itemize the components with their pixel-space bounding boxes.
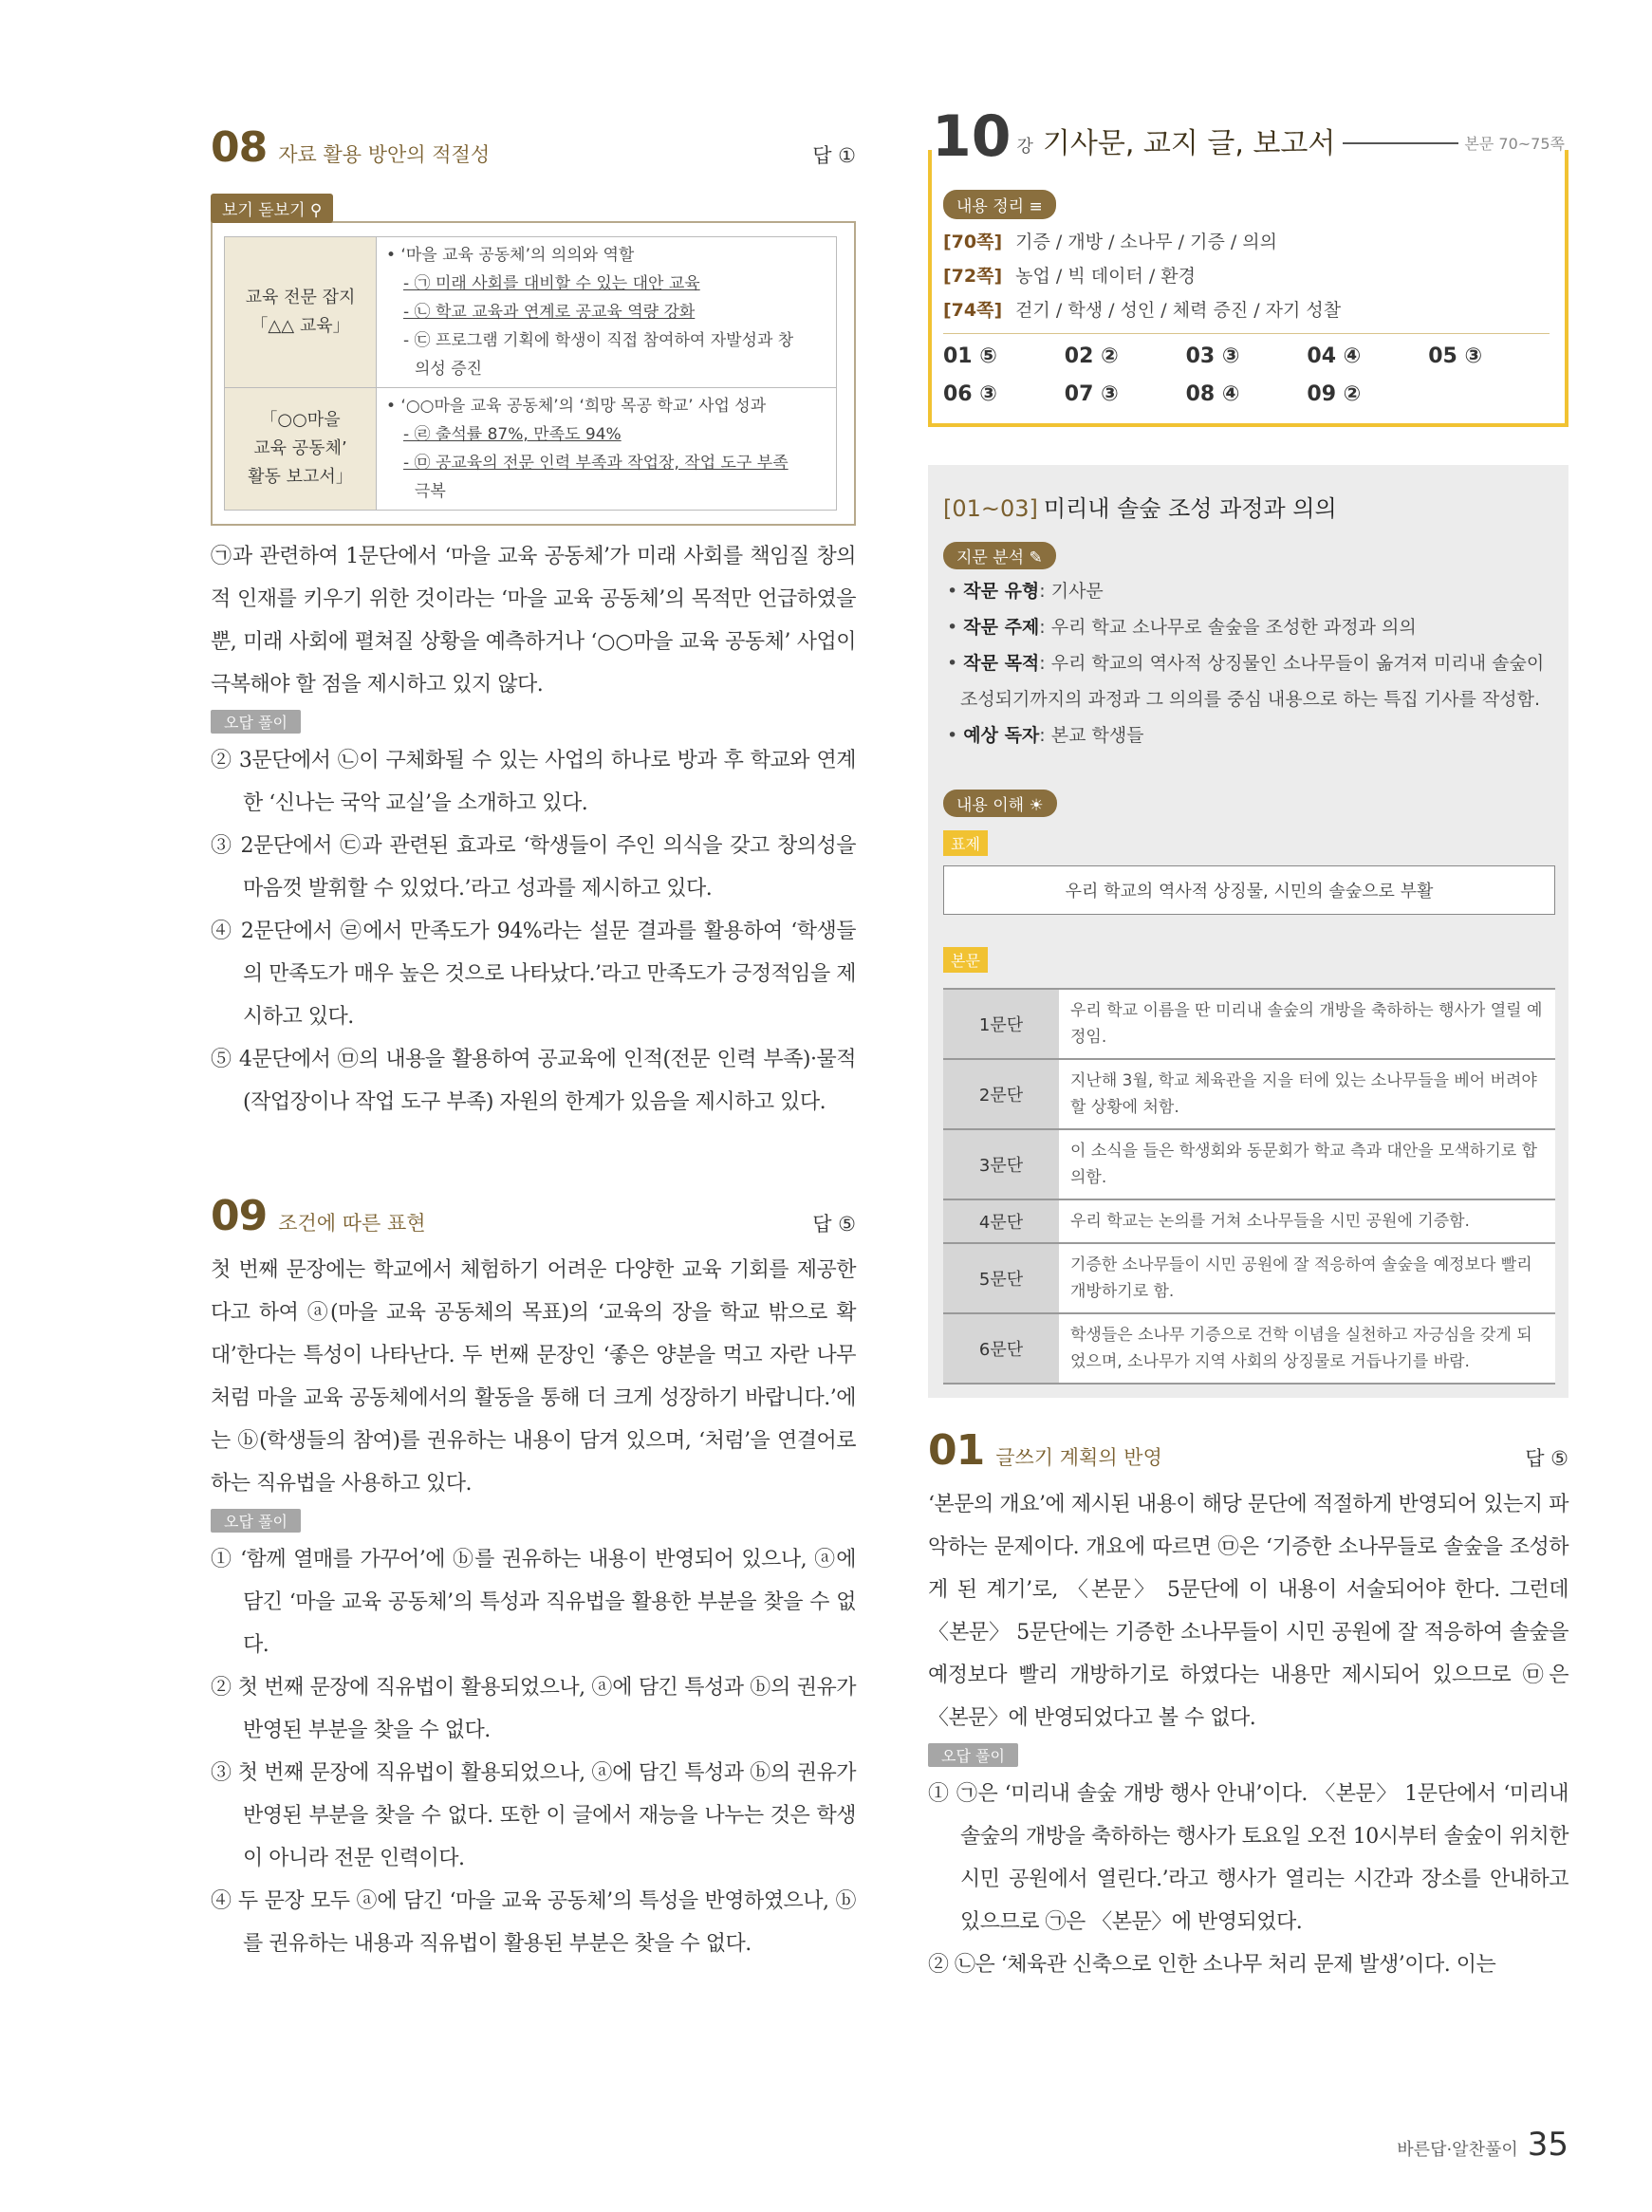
q08-answer: 답 ① [812,144,856,167]
label-line: 교육 공동체’ [253,438,347,458]
bogi-row-2-content [377,388,837,511]
q08-odap-tag: 오답 풀이 [211,710,301,734]
q08-explanation: ㉠과 관련하여 1문단에서 ‘마을 교육 공동체’가 미래 사회를 책임질 창의적 인재를 키우기 위한 것이라는 ‘마을 교육 공동체’의 목적만 언급하였을 뿐, 미래 사회에 펼쳐질 상황을 예측하거나 ‘○○마을 교육 공동체’ 사업이 극복해야 할 점을 제시하고 있지 않다. [211,545,856,697]
paragraph-label: 4문단 [943,1199,1059,1243]
lesson-number-text: 10 [932,103,1012,170]
analysis-bullets [943,573,1555,753]
q08-header [211,123,856,180]
notes-icon: ≡ [1029,197,1043,216]
summary-tag-label: 내용 정리 [956,197,1025,216]
bogi-section [211,194,856,526]
summary-text: 기증 / 개방 / 소나무 / 기증 / 의의 [1015,232,1277,252]
answer-cell: 07 ③ [1064,382,1119,406]
q09-explanation: 첫 번째 문장에는 학교에서 체험하기 어려운 다양한 교육 기회를 제공한다고 하여 ⓐ(마을 교육 공동체의 목표)의 ‘교육의 장을 학교 밖으로 확대’한다는 특성이 나타난다. 두 번째 문장인 ‘좋은 양분을 먹고 자란 나무처럼 마을 교육 공동체에서의 활동을 통해 더 크게 성장하기 바랍니다.’에는 ⓑ(학생들의 참여)를 권유하는 내용이 담겨 있으며, ‘처럼’을 연결어로 하는 직유법을 사용하고 있다. [211,1258,856,1496]
bullet-value: : 우리 학교 소나무로 솔숲을 조성한 과정과 의의 [1039,617,1417,638]
q01-explanation: ‘본문의 개요’에 제시된 내용이 해당 문단에 적절하게 반영되어 있는지 파악하는 문제이다. 개요에 따르면 ㉤은 ‘기증한 소나무들로 솔숲을 조성하게 된 계기’로, 〈본문〉 5문단에 이 내용이 서술되어야 한다. 그런데 〈본문〉 5문단에는 기증한 소나무들이 시민 공원에 잘 적응하여 솔숲을 예정보다 빨리 개방하기로 하였다는 내용만 제시되어 있으므로 ㉤은 〈본문〉에 반영되었다고 볼 수 없다. [928,1493,1568,1730]
label-line: 「○○마을 [260,410,341,430]
q09-number: 09 [211,1192,268,1240]
analysis-bullet: • 작문 유형: 기사문 [947,581,1104,602]
answer-cell: 06 ③ [943,382,997,406]
summary-line [943,259,1550,293]
answer-cell: 08 ④ [1185,382,1240,406]
understanding-tag-label: 내용 이해 [956,796,1025,815]
q09-item: ④ 두 문장 모두 ⓐ에 담긴 ‘마을 교육 공동체’의 특성을 반영하였으나, ⓑ를 권유하는 내용과 직유법이 활용된 부분은 찾을 수 없다. [211,1889,856,1956]
bullet-key: 예상 독자 [963,725,1040,746]
q01-title: 글쓰기 계획의 반영 [995,1446,1162,1469]
content-line: • ‘○○마을 교육 공동체’의 ‘희망 목공 학교’ 사업 성과 [386,397,767,416]
summary-text: 농업 / 빅 데이터 / 환경 [1015,266,1197,287]
content-line: - ㉡ 학교 교육과 연계로 공교육 역량 강화 [403,303,696,322]
paragraph-label: 2문단 [943,1059,1059,1129]
bullet-key: 작문 유형 [963,581,1040,602]
bogi-box [211,221,856,526]
q08-item: ④ 2문단에서 ㉣에서 만족도가 94%라는 설문 결과를 활용하여 ‘학생들의 만족도가 매우 높은 것으로 나타났다.’라고 만족도가 긍정적임을 제시하고 있다. [211,920,856,1029]
answer-cell: 05 ③ [1428,344,1483,368]
bullet-value: : 우리 학교의 역사적 상징물인 소나무들이 옮겨져 미리내 솔숲이 조성되기까지의 과정과 그 의의를 중심 내용으로 하는 특집 기사를 작성함. [960,653,1545,710]
q08-item: ③ 2문단에서 ㉢과 관련된 효과로 ‘학생들이 주인 의식을 갖고 창의성을 마음껏 발휘할 수 있었다.’라고 성과를 제시하고 있다. [211,834,856,901]
label-line: 「△△ 교육」 [251,316,350,336]
analysis-title-text: 미리내 솔숲 조성 과정과 의의 [1043,495,1337,522]
q08-title: 자료 활용 방안의 적절성 [278,143,491,166]
paragraph-summary: 우리 학교 이름을 딴 미리내 솔숲의 개방을 축하하는 행사가 열릴 예정임. [1059,989,1555,1059]
table-row [943,1199,1555,1243]
summary-tag [943,190,1056,219]
label-line: 활동 보고서」 [248,467,353,487]
bogi-tag-label: 보기 돋보기 [222,201,306,220]
summary-line [943,225,1550,259]
q08-item: ⑤ 4문단에서 ㉤의 내용을 활용하여 공교육에 인적(전문 인력 부족)·물적(작업장이나 작업 도구 부족) 자원의 한계가 있음을 제시하고 있다. [211,1048,856,1114]
bullet-value: : 기사문 [1039,581,1104,602]
q09-answer: 답 ⑤ [812,1213,856,1236]
analysis-bullet: • 예상 독자: 본교 학생들 [947,725,1144,746]
answer-cell: 09 ② [1307,382,1362,406]
understanding-tag [943,790,1057,817]
table-row [943,1243,1555,1313]
table-row [943,1313,1555,1384]
q09-item: ① ‘함께 열매를 가꾸어’에 ⓑ를 권유하는 내용이 반영되어 있으나, ⓐ에 담긴 ‘마을 교육 공동체’의 특성과 직유법을 활용한 부분을 찾을 수 없다. [211,1548,856,1657]
page-number: 35 [1527,2126,1568,2164]
paragraph-summary: 지난해 3월, 학교 체육관을 지을 터에 있는 소나무들을 베어 버려야 할 상황에 처함. [1059,1059,1555,1129]
theme-tag: 표제 [943,830,988,856]
summary-page: [70쪽] [943,232,1003,252]
analysis-tag-label: 지문 분석 [956,548,1025,567]
paragraph-table [943,988,1555,1385]
label-line: 교육 전문 잡지 [245,288,356,307]
table-row [943,1059,1555,1129]
bogi-row-2 [225,388,837,511]
right-column [928,103,1568,1986]
lesson-pages: 본문 70~75쪽 [1458,132,1565,154]
lesson-rule [1343,142,1458,144]
lesson-title: 기사문, 교지 글, 보고서 [1043,120,1344,161]
answer-cell: 02 ② [1064,344,1119,368]
answer-cell: 03 ③ [1185,344,1240,368]
paragraph-summary: 이 소식을 들은 학생회와 동문회가 학교 측과 대안을 모색하기로 합의함. [1059,1129,1555,1199]
bogi-row-2-label [225,388,377,511]
table-row [943,989,1555,1059]
content-line: - ㉢ 프로그램 기획에 학생이 직접 참여하여 자발성과 창 [403,331,794,350]
bogi-table [224,236,837,511]
analysis-box [928,465,1568,1398]
bogi-tag [211,194,333,223]
analysis-bullet: • 작문 주제: 우리 학교 소나무로 솔숲을 조성한 과정과 의의 [947,617,1417,638]
magnifier-icon: ⚲ [309,201,323,220]
q09-item: ③ 첫 번째 문장에 직유법이 활용되었으나, ⓐ에 담긴 특성과 ⓑ의 권유가 반영된 부분을 찾을 수 없다. 또한 이 글에서 재능을 나누는 것은 학생이 아니라 전문 인력이다. [211,1761,856,1870]
bullet-key: 작문 목적 [963,653,1040,674]
content-line: 극복 [415,482,446,501]
analysis-range: [01~03] [943,495,1038,522]
q09-header [211,1192,856,1249]
answer-cell: 01 ⑤ [943,344,997,368]
analysis-bullet: • 작문 목적: 우리 학교의 역사적 상징물인 소나무들이 옮겨져 미리내 솔숲이 조성되기까지의 과정과 그 의의를 중심 내용으로 하는 특집 기사를 작성함. [947,653,1545,710]
bullet-key: 작문 주제 [963,617,1040,638]
q08-number: 08 [211,123,268,172]
bullet-value: : 본교 학생들 [1039,725,1144,746]
analysis-tag [943,542,1056,569]
content-line: - ㉠ 미래 사회를 대비할 수 있는 대안 교육 [403,274,700,293]
paragraph-label: 6문단 [943,1313,1059,1384]
content-line: • ‘마을 교육 공동체’의 의의와 역할 [386,246,635,265]
lightbulb-icon: ☀ [1029,796,1044,815]
analysis-title [943,490,1555,523]
q01-header [928,1426,1568,1483]
summary-page: [72쪽] [943,266,1003,287]
content-line: - ㉣ 출석률 87%, 만족도 94% [403,425,622,444]
content-line: 의성 증진 [415,360,483,379]
body-tag: 본문 [943,947,988,973]
table-row [943,1129,1555,1199]
q01-number: 01 [928,1426,985,1475]
q01-item: ① ㉠은 ‘미리내 솔숲 개방 행사 안내’이다. 〈본문〉 1문단에서 ‘미리내 솔숲의 개방을 축하하는 행사가 토요일 오전 10시부터 솔숲이 위치한 시민 공원에서 열린다.’라고 행사가 열리는 시간과 장소를 안내하고 있으므로 ㉠은 〈본문〉에 반영되었다. [928,1782,1568,1934]
page-footer [1397,2126,1568,2164]
q09-title: 조건에 따른 표현 [278,1212,426,1235]
paragraph-summary: 학생들은 소나무 기증으로 건학 이념을 실천하고 자긍심을 갖게 되었으며, 소나무가 지역 사회의 상징물로 거듭나기를 바람. [1059,1313,1555,1384]
q01-item: ② ㉡은 ‘체육관 신축으로 인한 소나무 처리 문제 발생’이다. 이는 [928,1953,1496,1977]
q01-answer: 답 ⑤ [1525,1447,1568,1470]
q09-item: ② 첫 번째 문장에 직유법이 활용되었으나, ⓐ에 담긴 특성과 ⓑ의 권유가 반영된 부분을 찾을 수 없다. [211,1676,856,1742]
content-line: - ㉤ 공교육의 전문 인력 부족과 작업장, 작업 도구 부족 [403,454,789,473]
theme-box: 우리 학교의 역사적 상징물, 시민의 솔숲으로 부활 [943,865,1555,915]
q09-odap-tag: 오답 풀이 [211,1509,301,1533]
lesson-number [932,103,1012,170]
summary-lines [943,225,1550,327]
summary-line [943,293,1550,327]
answer-grid [943,333,1550,412]
lesson-summary-box [928,103,1568,427]
lesson-header [932,103,1565,170]
paragraph-label: 1문단 [943,989,1059,1059]
paragraph-label: 5문단 [943,1243,1059,1313]
paragraph-summary: 기증한 소나무들이 시민 공원에 잘 적응하여 솔숲을 예정보다 빨리 개방하기로 함. [1059,1243,1555,1313]
lesson-kang: 강 [1016,137,1033,157]
q08-item: ② 3문단에서 ㉡이 구체화될 수 있는 사업의 하나로 방과 후 학교와 연계한 ‘신나는 국악 교실’을 소개하고 있다. [211,749,856,815]
summary-text: 걷기 / 학생 / 성인 / 체력 증진 / 자기 성찰 [1015,300,1342,321]
paragraph-summary: 우리 학교는 논의를 거쳐 소나무들을 시민 공원에 기증함. [1059,1199,1555,1243]
paragraph-label: 3문단 [943,1129,1059,1199]
bogi-row-1-content [377,237,837,388]
answer-cell: 04 ④ [1307,344,1362,368]
footer-label: 바른답·알찬풀이 [1397,2140,1518,2160]
left-column [211,123,856,1965]
understanding-section [943,790,1555,817]
bogi-row-1-label [225,237,377,388]
summary-page: [74쪽] [943,300,1003,321]
q01-odap-tag: 오답 풀이 [928,1743,1018,1767]
bogi-row-1 [225,237,837,388]
pencil-icon: ✎ [1029,548,1043,567]
